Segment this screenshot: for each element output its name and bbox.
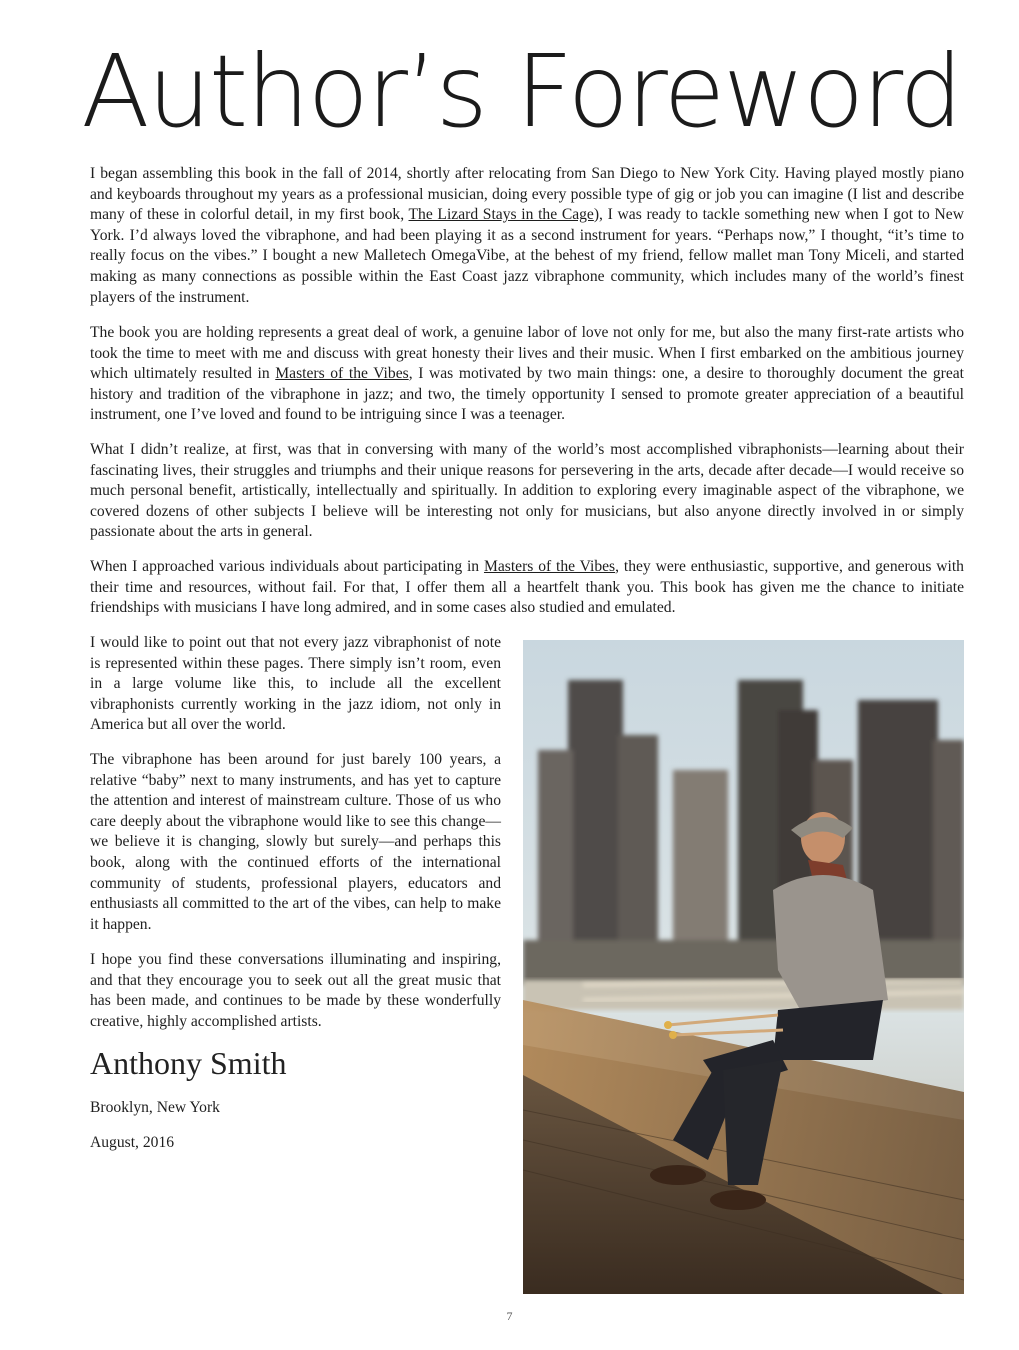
paragraph-4-text-a: When I approached various individuals about participating in [90, 558, 484, 575]
book-title-masters: Masters of the Vibes [275, 365, 409, 383]
paragraph-6: The vibraphone has been around for just barely 100 years, a relative “baby” next to many instruments, and has yet to capture the attention and interest of mainstream culture. Those of us who care deeply about the vibraphone would like to see this change—we believe it is changing, slowly but surely—and perhaps this book, along with the continued efforts of the international community of students, professional players, educators and enthusiasts all committed to the art of the vibes, can help to make it happen. [90, 751, 501, 933]
paragraph-3: What I didn’t realize, at first, was that in conversing with many of the world’s most accomplished vibraphonists—learning about their fascinating lives, their struggles and triumphs and their unique reasons for persevering in the arts, decade after decade—I would receive so much personal benefit, artistically, intellectually and spiritually. In addition to exploring every imaginable aspect of the vibraphone, we covered dozens of other subjects I believe will be interesting not only for musicians, but also anyone directly involved in or simply passionate about the arts in general. [90, 441, 964, 541]
paragraph-5: I would like to point out that not every jazz vibraphonist of note is represented within these pages. There simply isn’t room, even in a large volume like this, to include all the excellent vibraphonists currently working in the jazz idiom, not only in America but all over the world. [90, 634, 501, 734]
author-photo [523, 640, 964, 1294]
paragraph-1 [90, 164, 964, 308]
book-title-masters-2: Masters of the Vibes [483, 558, 616, 575]
book-title-lizard: The Lizard Stays in the Cage [408, 206, 594, 224]
foreword-date: August, 2016 [90, 1134, 175, 1151]
paragraph-4 [90, 557, 964, 619]
page-title: Author’s Foreword [81, 33, 961, 150]
paragraph-2-text-a: The book you are holding represents a great deal of work, a genuine labor of love not only for me, but also the many first-rate artists who took the time to meet with me and discuss with great honesty their lives and their music. When I first embarked on the ambitious journey which ultimately resulted in [90, 324, 964, 383]
author-location: Brooklyn, New York [90, 1099, 220, 1116]
paragraph-1-text-b: ), I was ready to tackle something new when I got to New York. I’d always loved the vibraphone, and had been playing it as a second instrument for years. “Perhaps now,” I thought, “it’s time to really focus on the vibes.” I bought a new Malletech OmegaVibe, at the behest of my friend, fellow mallet man Tony Miceli, and started making as many connections as possible within the East Coast jazz vibraphone community, which includes many of the world’s finest players of the instrument. [90, 206, 964, 306]
paragraph-7: I hope you find these conversations illuminating and inspiring, and that they encourage you to seek out all the great music that has been made, and continues to be made by these wonderfully creative, highly accomplished artists. [90, 951, 501, 1030]
paragraph-1-text-a: I began assembling this book in the fall of 2014, shortly after relocating from San Diego to New York City. Having played mostly piano and keyboards throughout my years as a professional musician, doing every possible type of gig or job you can imagine (I list and describe many of these in colorful detail, in my first book, [90, 165, 964, 224]
paragraph-2 [90, 323, 964, 426]
paragraph-2-text-b: , I was motivated by two main things: one, a desire to thoroughly document the great history and tradition of the vibraphone in jazz; and two, the timely opportunity I sensed to promote greater appreciation of a beautiful instrument, one I’ve loved and found to be intriguing since I was a teenager. [90, 365, 964, 424]
paragraph-4-text-b: , they were enthusiastic, supportive, and generous with their time and resources, without fail. For that, I offer them all a heartfelt thank you. This book has given me the chance to initiate friendships with musicians I have long admired, and in some cases also studied and emulated. [90, 558, 964, 617]
author-signature: Anthony Smith [90, 1045, 287, 1081]
page-number: 7 [506, 1309, 513, 1323]
